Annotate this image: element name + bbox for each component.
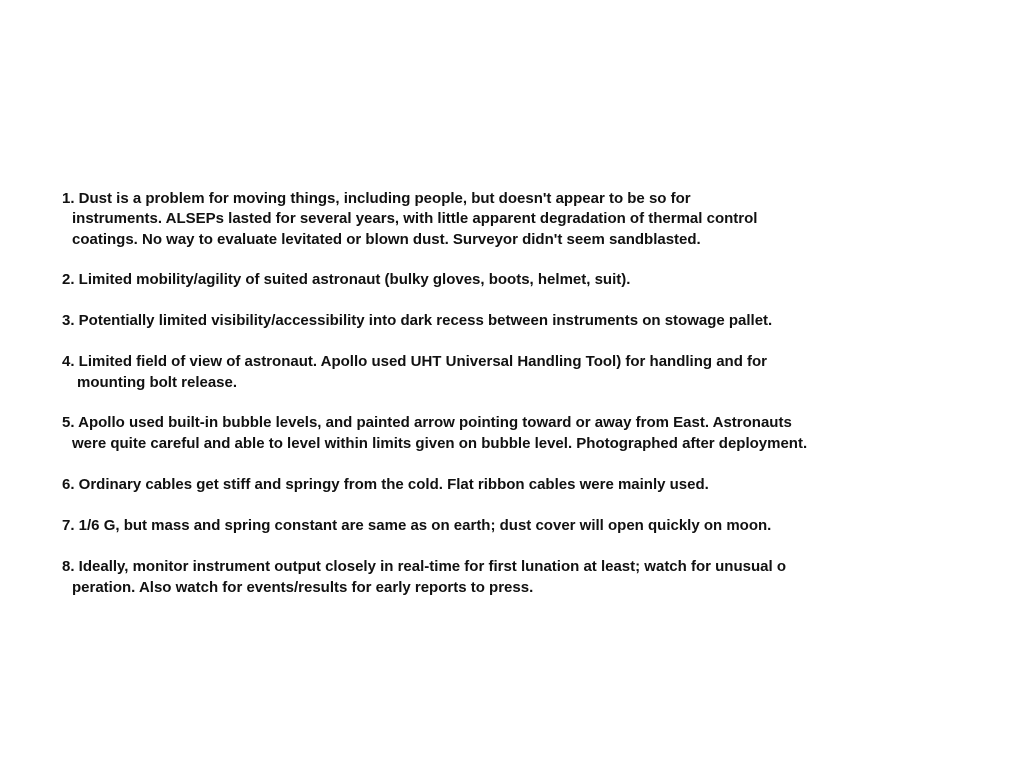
note-8-line-1: 8. Ideally, monitor instrument output closely in real-time for first lunation at least; watch for unusual o [62, 558, 786, 575]
note-6-line-1: 6. Ordinary cables get stiff and springy from the cold. Flat ribbon cables were mainly used. [62, 476, 709, 493]
note-8-line-2: peration. Also watch for events/results for early reports to press. [72, 579, 534, 596]
note-7-line-1: 7. 1/6 G, but mass and spring constant are same as on earth; dust cover will open quickly on moon. [62, 517, 772, 534]
note-5-line-1: 5. Apollo used built-in bubble levels, and painted arrow pointing toward or away from East. Astronauts [62, 414, 792, 431]
note-3-line-1: 3. Potentially limited visibility/accessibility into dark recess between instruments on stowage pallet. [62, 312, 773, 329]
note-4-line-1: 4. Limited field of view of astronaut. Apollo used UHT Universal Handling Tool) for handling and for [62, 353, 768, 370]
note-1-line-2: instruments. ALSEPs lasted for several years, with little apparent degradation of thermal control [72, 210, 758, 227]
note-5-line-2: were quite careful and able to level within limits given on bubble level. Photographed after deployment. [72, 435, 808, 452]
note-4-line-2: mounting bolt release. [77, 374, 238, 391]
note-2-line-1: 2. Limited mobility/agility of suited astronaut (bulky gloves, boots, helmet, suit). [62, 271, 631, 288]
note-1-line-1: 1. Dust is a problem for moving things, including people, but doesn't appear to be so for [62, 190, 691, 207]
note-1-line-3: coatings. No way to evaluate levitated or blown dust. Surveyor didn't seem sandblasted. [72, 231, 701, 248]
